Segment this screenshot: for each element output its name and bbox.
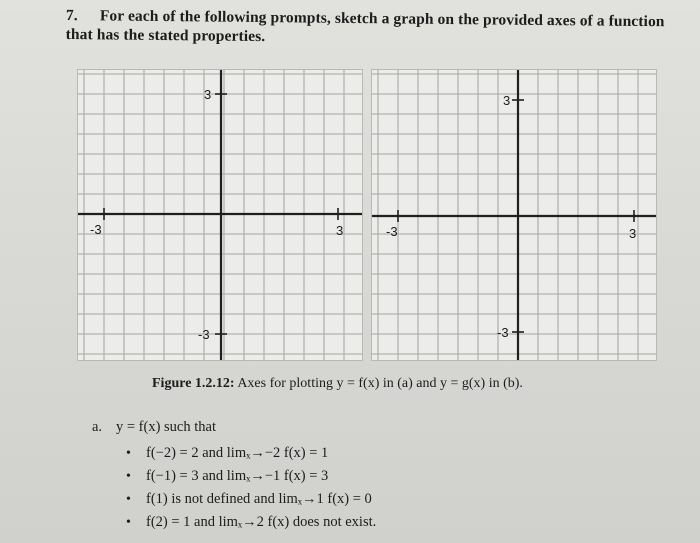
figure-caption [152,376,523,392]
x-tick-label-pos-b: 3 [629,226,637,241]
bullet-marker: • [126,469,131,484]
graph-a [78,70,362,360]
part-a-text: y = f(x) such that [116,419,216,435]
y-tick-label-pos-a: 3 [204,87,212,102]
condition-text: f(−2) = 2 and limₓ→−2 f(x) = 1 [146,445,329,461]
condition-item [126,465,376,488]
part-a-label: a. [92,419,103,435]
condition-text: f(−1) = 3 and limₓ→−1 f(x) = 3 [146,468,329,484]
condition-item [126,488,376,511]
part-a-heading [92,419,216,436]
condition-item [126,511,376,534]
graph-b [372,70,656,360]
x-tick-label-pos-a: 3 [336,223,344,238]
condition-item [126,442,376,465]
y-tick-label-pos-b: 3 [503,93,511,108]
bullet-marker: • [126,446,131,461]
condition-text: f(2) = 1 and limₓ→2 f(x) does not exist. [146,514,377,530]
problem-statement [66,6,676,50]
axes-b [372,70,656,360]
x-tick-label-neg-a: -3 [90,222,102,237]
figure-label: Figure 1.2.12: [152,376,235,391]
problem-number: 7. [65,6,78,25]
axes-a [78,70,362,360]
y-tick-label-neg-a: -3 [198,327,210,342]
x-tick-label-neg-b: -3 [386,224,398,239]
condition-text: f(1) is not defined and limₓ→1 f(x) = 0 [146,491,372,507]
bullet-marker: • [126,492,131,507]
part-a-conditions [126,442,376,534]
figure-caption-text: Axes for plotting y = f(x) in (a) and y = g(x) in (b). [237,376,523,391]
y-tick-label-neg-b: -3 [497,325,509,340]
bullet-marker: • [126,515,131,530]
problem-text: For each of the following prompts, sketch a graph on the provided axes of a function that has the stated properties. [65,7,665,46]
